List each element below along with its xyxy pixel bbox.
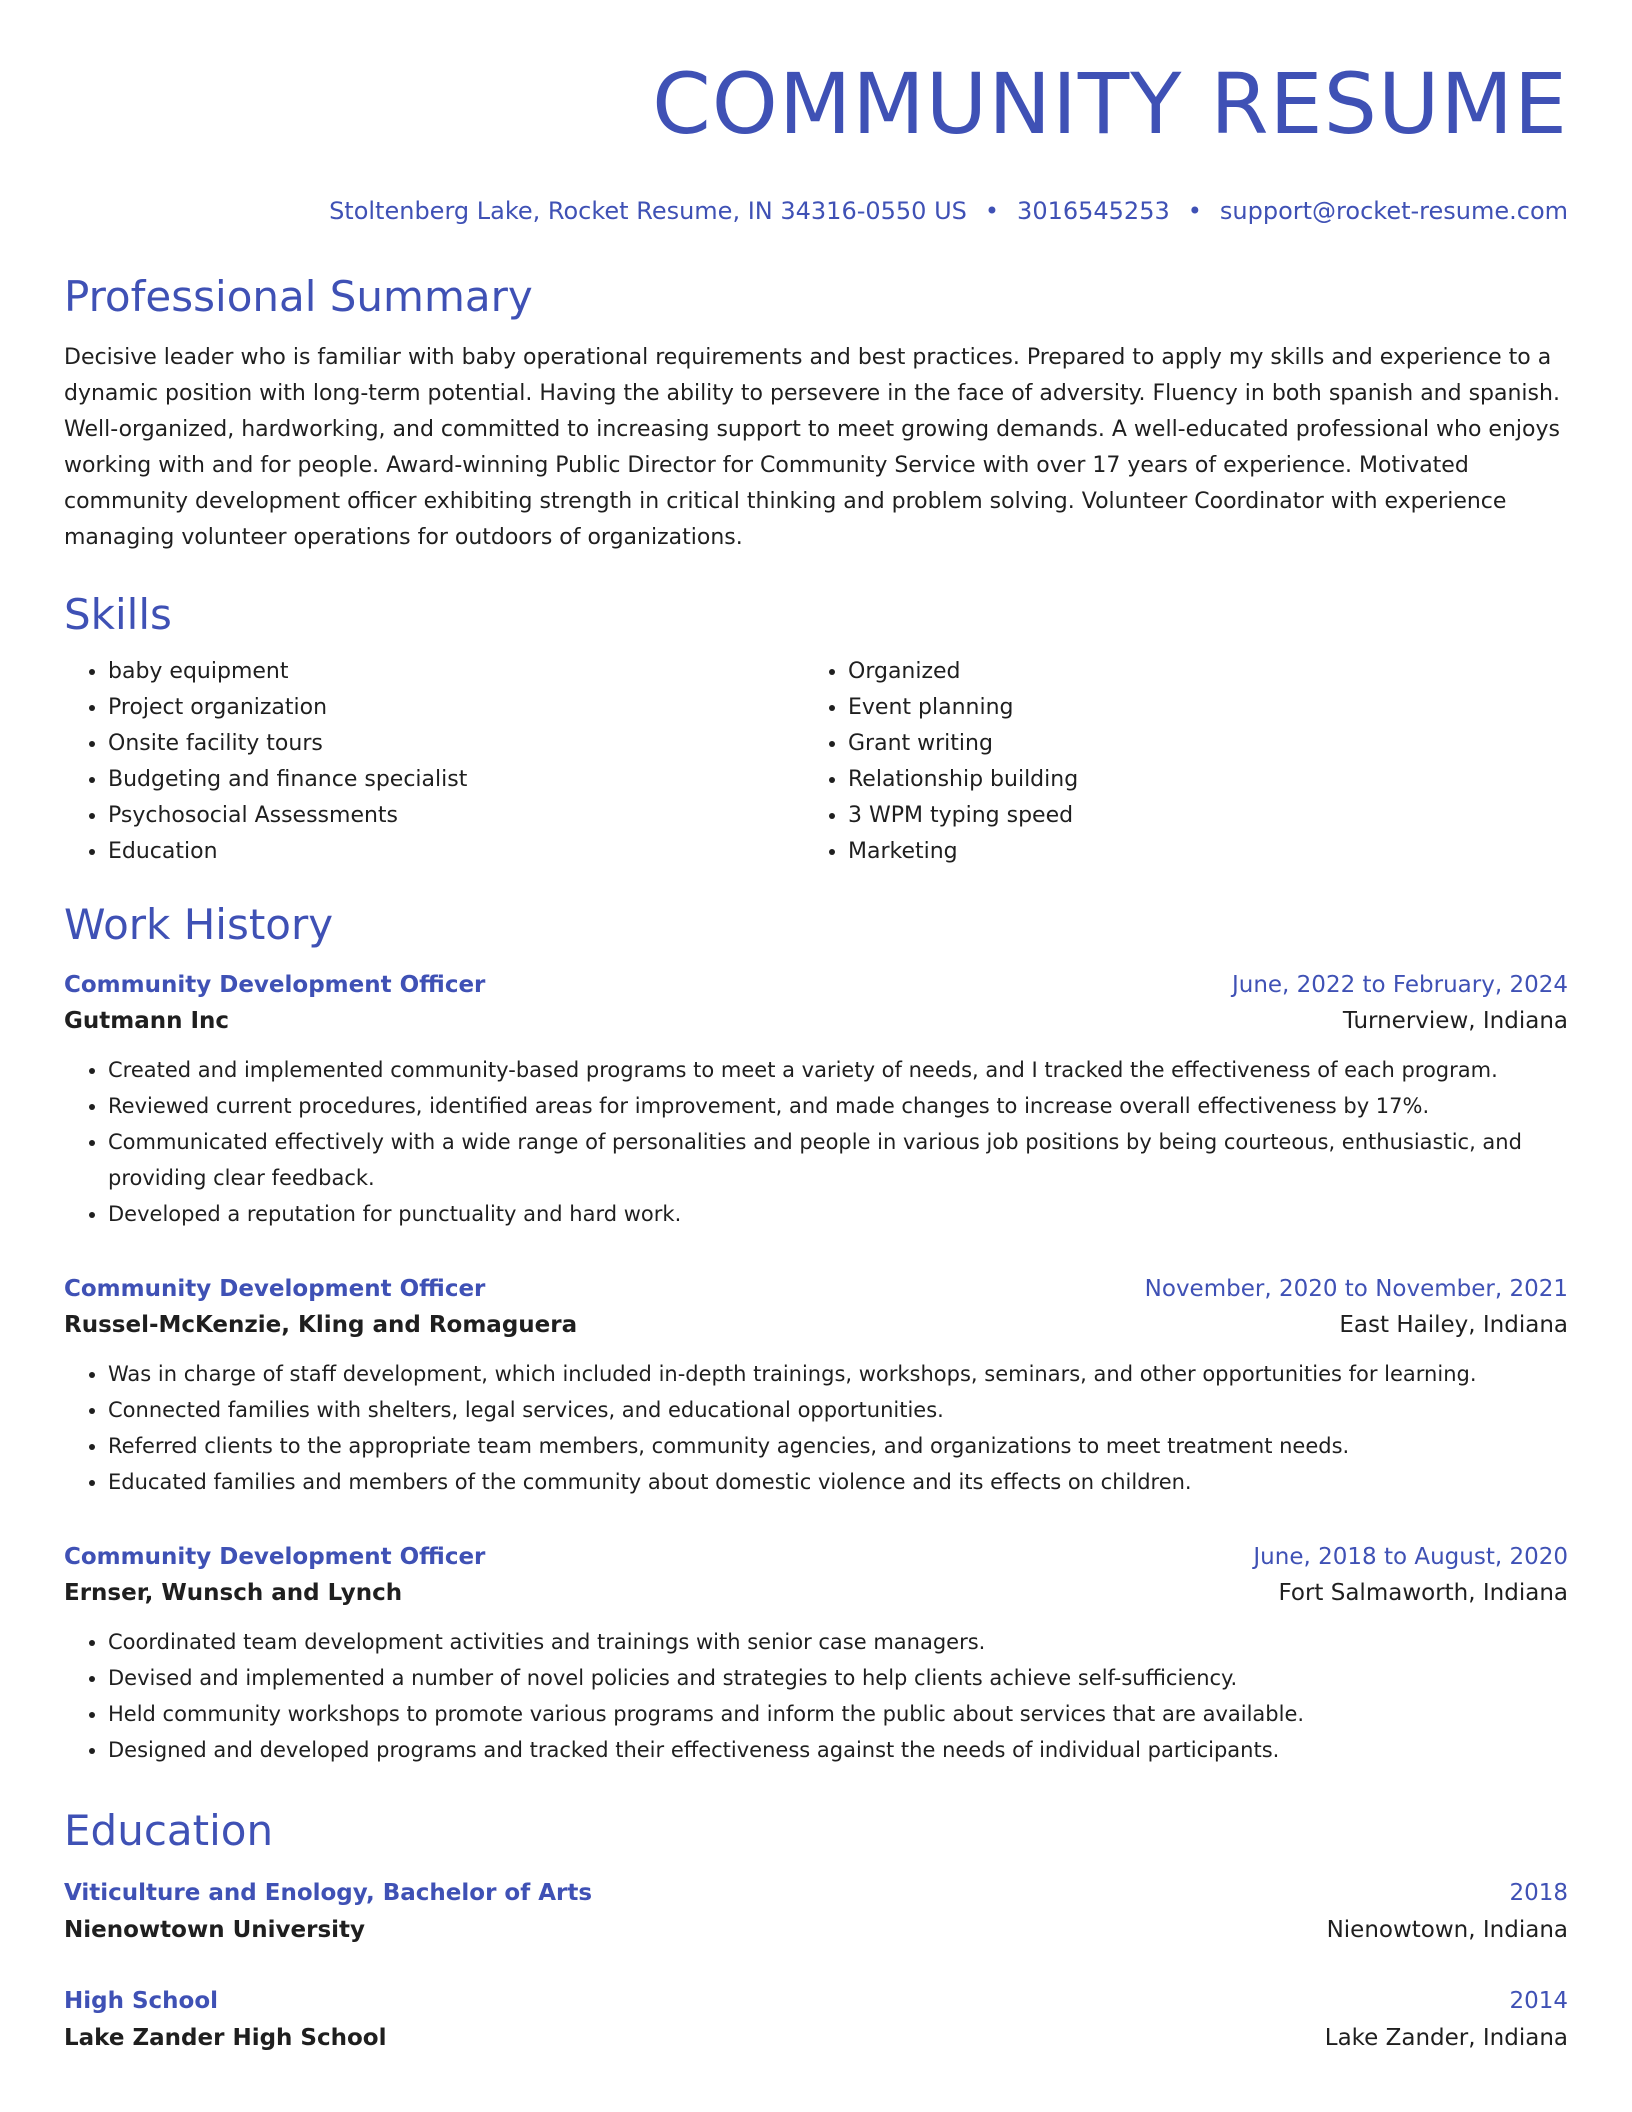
skill-item: • Grant writing [848, 726, 1544, 762]
job-bullets [64, 1052, 1568, 1232]
job-bullet: • Designed and developed programs and tracked their effectiveness against the needs of individual participants. [108, 1732, 1568, 1768]
job-entry [64, 1272, 1568, 1500]
contact-separator: • [984, 197, 1000, 225]
skill-item: • Marketing [848, 834, 1544, 870]
education-entry [64, 1876, 1568, 1950]
skill-item: • 3 WPM typing speed [848, 798, 1544, 834]
skill-item: • Project organization [108, 690, 804, 726]
job-bullet: • Devised and implemented a number of novel policies and strategies to help clients achieve self-sufficiency. [108, 1660, 1568, 1696]
education-header-row [64, 1984, 1568, 2018]
skill-item: • Event planning [848, 690, 1544, 726]
job-company-row [64, 1574, 1568, 1612]
job-bullets [64, 1624, 1568, 1768]
education-heading: Education [64, 1806, 274, 1855]
skill-item: • Budgeting and finance specialist [108, 762, 804, 798]
job-title: Community Development Officer [64, 972, 486, 998]
education-location: Lake Zander, Indiana [1324, 2025, 1568, 2051]
contact-separator: • [1187, 197, 1202, 225]
job-header-row [64, 1540, 1568, 1574]
education-school: Nienowtown University [64, 1917, 366, 1943]
education-year: 2018 [1509, 1880, 1568, 1906]
job-bullet: • Developed a reputation for punctuality and hard work. [108, 1196, 1568, 1232]
education-year: 2014 [1509, 1988, 1568, 2014]
job-bullet: • Created and implemented community-based programs to meet a variety of needs, and I tracked the effectiveness of each program. [108, 1052, 1568, 1088]
job-company: Russel-McKenzie, Kling and Romaguera [64, 1312, 578, 1338]
skill-item: • Relationship building [848, 762, 1544, 798]
education-degree: Viticulture and Enology, Bachelor of Arts [64, 1880, 593, 1906]
skills-column-right [804, 654, 1544, 870]
work-history-heading: Work History [64, 900, 334, 949]
education-header-row [64, 1876, 1568, 1910]
job-bullet: • Reviewed current procedures, identified areas for improvement, and made changes to increase overall effectiveness by 17%. [108, 1088, 1568, 1124]
job-bullet: • Connected families with shelters, legal services, and educational opportunities. [108, 1392, 1568, 1428]
education-school-row [64, 1910, 1568, 1950]
education-degree: High School [64, 1988, 219, 2014]
job-location: Fort Salmaworth, Indiana [1278, 1580, 1568, 1606]
job-bullets [64, 1356, 1568, 1500]
skills-heading: Skills [64, 590, 172, 639]
job-dates: June, 2022 to February, 2024 [1231, 972, 1568, 998]
education-school: Lake Zander High School [64, 2025, 387, 2051]
job-company: Ernser, Wunsch and Lynch [64, 1580, 403, 1606]
contact-phone: 3016545253 [1017, 197, 1170, 225]
resume-header [64, 56, 1568, 226]
job-location: East Hailey, Indiana [1339, 1312, 1568, 1338]
job-entry [64, 1540, 1568, 1768]
job-entry [64, 968, 1568, 1232]
job-company-row [64, 1306, 1568, 1344]
contact-address: Stoltenberg Lake, Rocket Resume, IN 34316-0550 US [329, 197, 967, 225]
summary-heading: Professional Summary [64, 272, 533, 321]
job-header-row [64, 968, 1568, 1002]
job-company: Gutmann Inc [64, 1008, 230, 1034]
job-bullet: • Educated families and members of the community about domestic violence and its effects on children. [108, 1464, 1568, 1500]
job-bullet: • Held community workshops to promote various programs and inform the public about services that are available. [108, 1696, 1568, 1732]
job-bullet: • Coordinated team development activities and trainings with senior case managers. [108, 1624, 1568, 1660]
education-school-row [64, 2018, 1568, 2058]
job-bullet: • Communicated effectively with a wide range of personalities and people in various job positions by being courteous, enthusiastic, and providing clear feedback. [108, 1124, 1568, 1196]
job-title: Community Development Officer [64, 1544, 486, 1570]
job-header-row [64, 1272, 1568, 1306]
education-entry [64, 1984, 1568, 2058]
skill-item: • baby equipment [108, 654, 804, 690]
skill-item: • Psychosocial Assessments [108, 798, 804, 834]
job-dates: June, 2018 to August, 2020 [1253, 1544, 1568, 1570]
skill-item: • Education [108, 834, 804, 870]
skill-item: • Organized [848, 654, 1544, 690]
job-location: Turnerview, Indiana [1342, 1008, 1568, 1034]
job-bullet: • Referred clients to the appropriate team members, community agencies, and organizations to meet treatment needs. [108, 1428, 1568, 1464]
job-title: Community Development Officer [64, 1276, 486, 1302]
skill-item: • Onsite facility tours [108, 726, 804, 762]
summary-text: Decisive leader who is familiar with baby operational requirements and best practices. Prepared to apply my skills and experience to a dynamic position with long-term potential. Having the ability to persevere in the face of adversity. Fluency in both spanish and spanish. Well-organized, hardworking, and committed to increasing support to meet growing demands. A well-educated professional who enjoys working with and for people. Award-winning Public Director for Community Service with over 17 years of experience. Motivated community development officer exhibiting strength in critical thinking and problem solving. Volunteer Coordinator with experience managing volunteer operations for outdoors of organizations. [64, 345, 1560, 550]
candidate-name: COMMUNITY RESUME [652, 55, 1568, 153]
contact-email: support@rocket-resume.com [1219, 197, 1568, 225]
job-company-row [64, 1002, 1568, 1040]
contact-line [64, 196, 1568, 226]
education-location: Nienowtown, Indiana [1326, 1917, 1568, 1943]
job-dates: November, 2020 to November, 2021 [1144, 1276, 1568, 1302]
skills-column-left [64, 654, 804, 870]
job-bullet: • Was in charge of staff development, which included in-depth trainings, workshops, seminars, and other opportunities for learning. [108, 1356, 1568, 1392]
skills-list [64, 654, 1568, 870]
